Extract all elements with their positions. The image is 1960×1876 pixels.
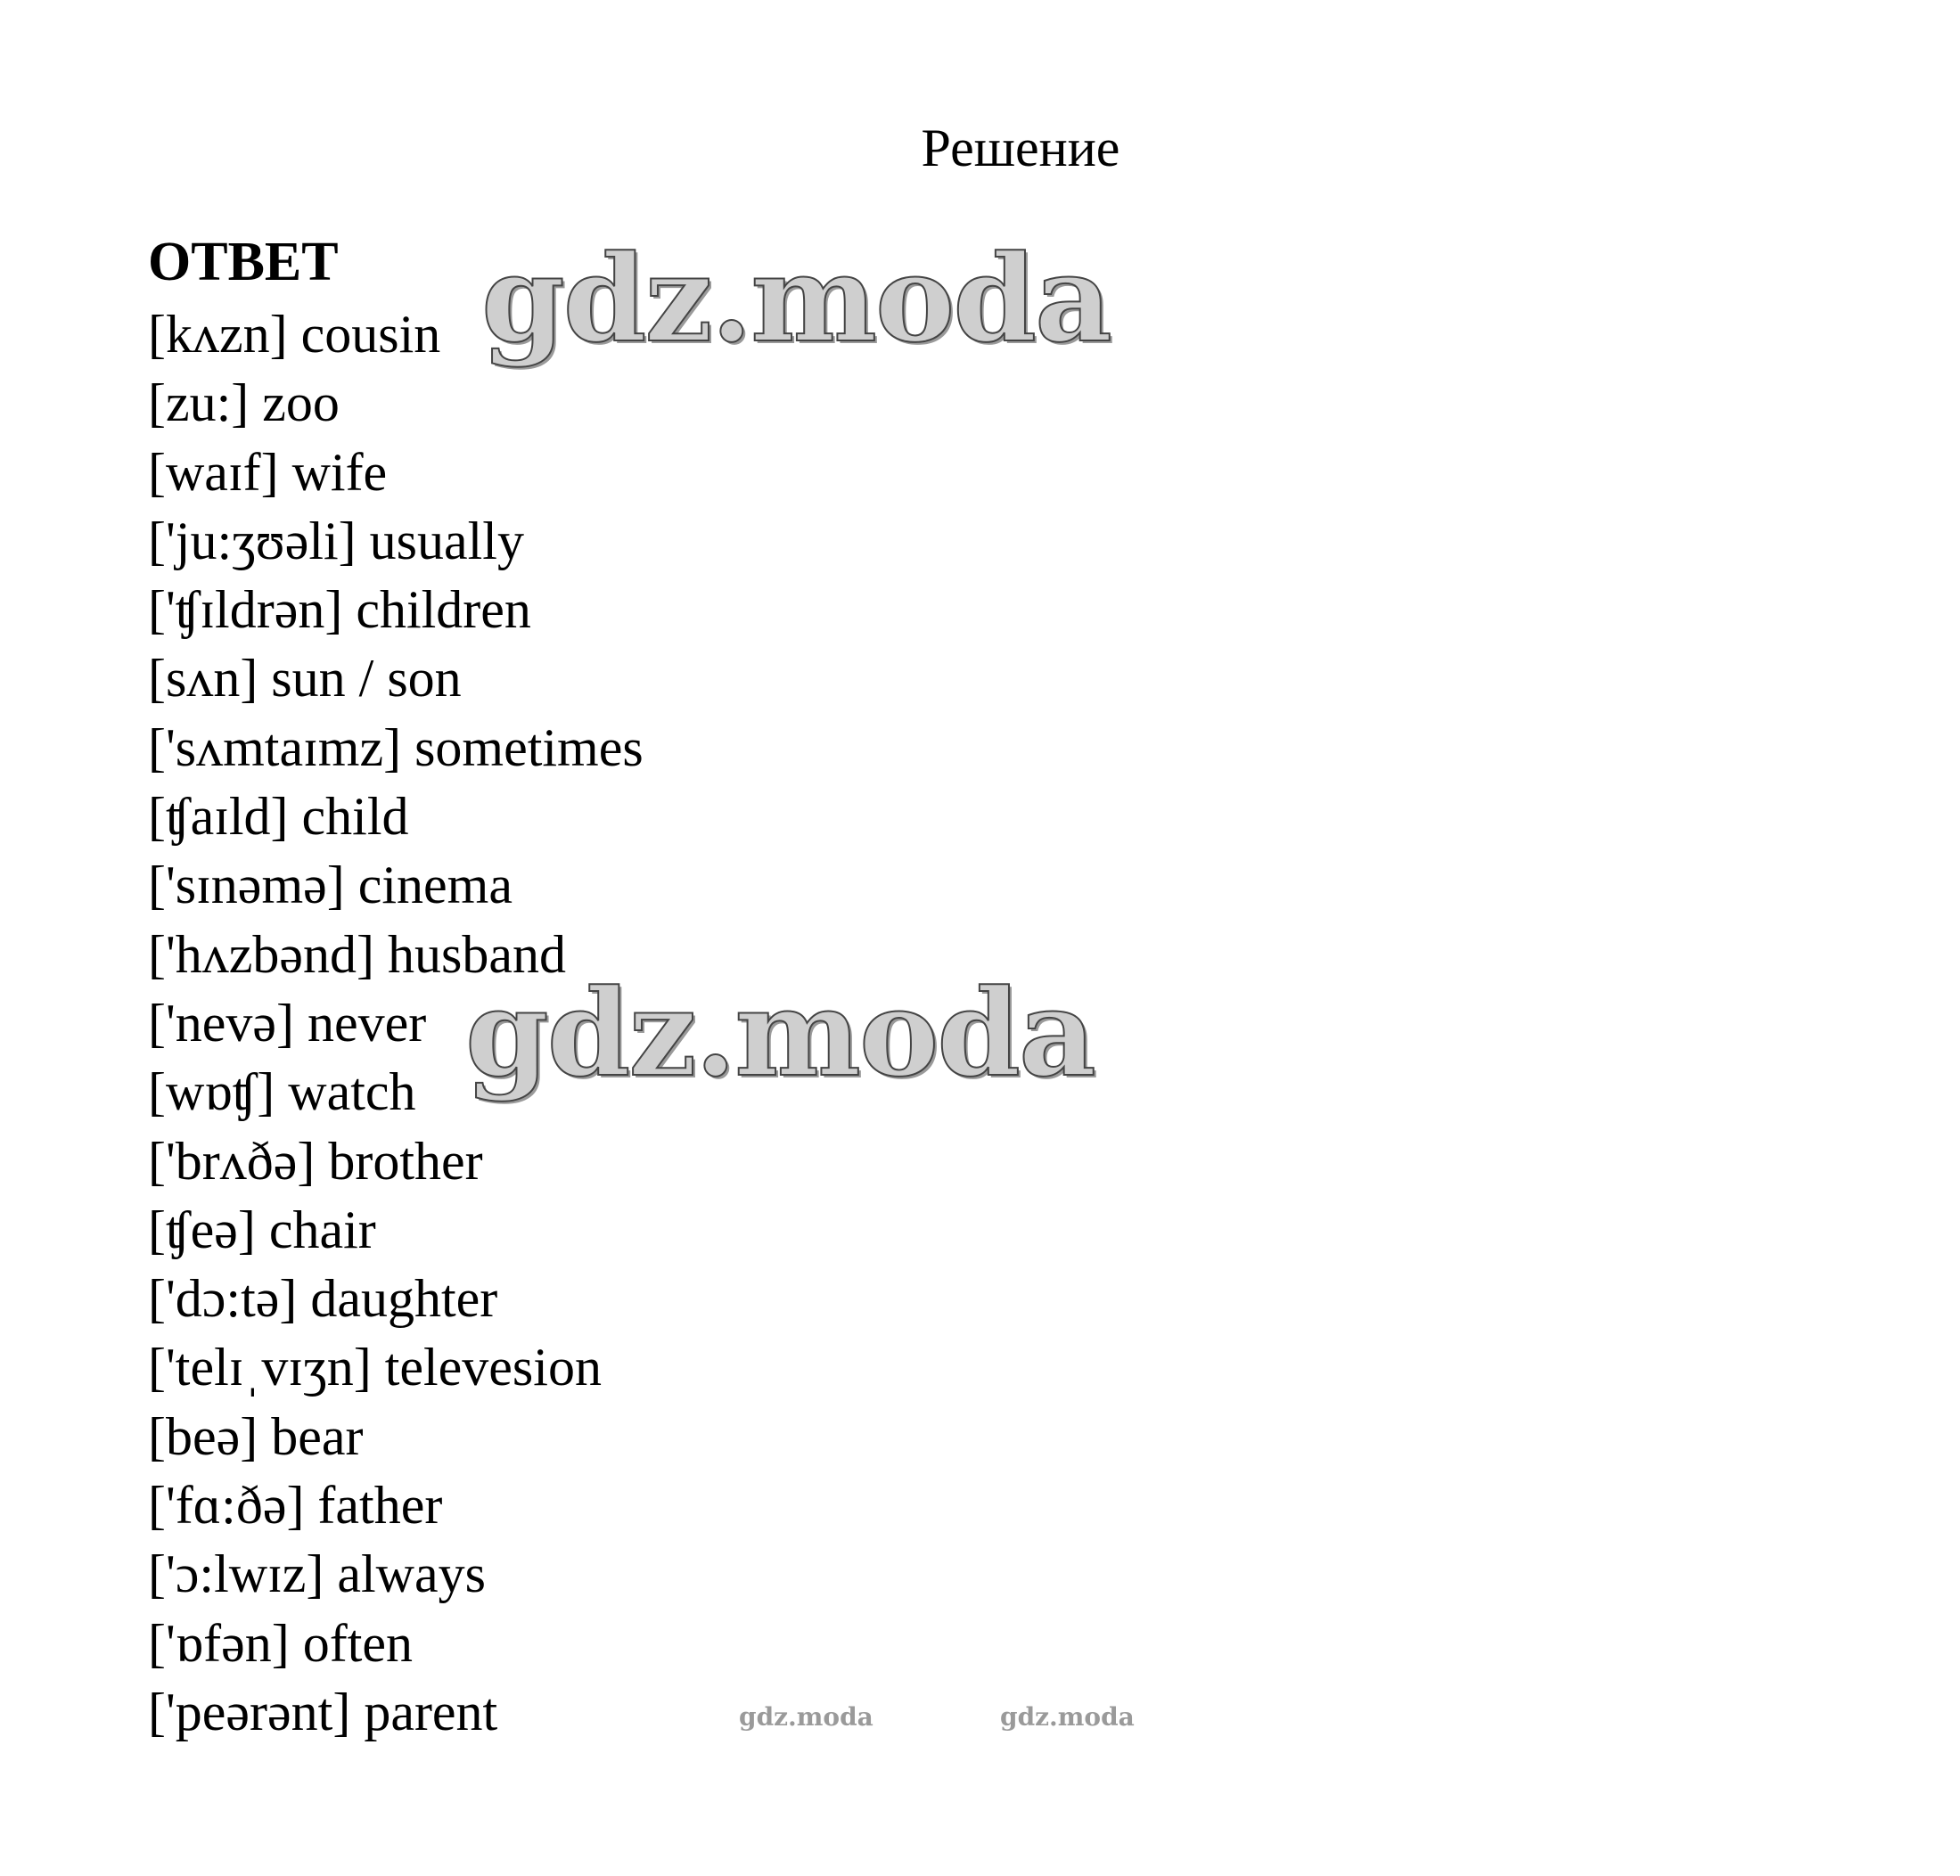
watermark: gdz.moda [481, 228, 1111, 369]
list-item: [waɪf] wife [148, 442, 388, 502]
list-item: ['ɔ:lwɪz] always [148, 1544, 486, 1604]
list-item: [wɒʧ] watch [148, 1062, 416, 1122]
list-item: ['fɑ:ðə] father [148, 1476, 443, 1536]
list-item: ['ʧɪldrən] children [148, 580, 531, 640]
list-item: [beə] bear [148, 1406, 364, 1466]
list-item: [kʌzn] cousin [148, 305, 441, 364]
list-item: ['ju:ʒʊəli] usually [148, 511, 524, 570]
list-item: ['sʌmtaɪmz] sometimes [148, 717, 644, 777]
list-item: ['dɔ:tə] daughter [148, 1269, 498, 1329]
list-item: [ʧaɪld] child [148, 787, 409, 847]
watermark: gdz.moda [1000, 1702, 1135, 1732]
list-item: ['peərənt] parent [148, 1682, 498, 1741]
list-item: ['hʌzbənd] husband [148, 924, 567, 984]
list-item: ['telɪˌvɪʒn] televesion [148, 1338, 602, 1397]
list-item: ['ɒfən] often [148, 1613, 414, 1673]
page-title: Решение [921, 119, 1120, 177]
list-item: [ʧeə] chair [148, 1200, 376, 1259]
list-item: ['brʌðə] brother [148, 1131, 483, 1191]
list-item: ['sɪnəmə] cinema [148, 856, 513, 915]
list-item: [zu:] zoo [148, 373, 340, 433]
list-item: [sʌn] sun / son [148, 649, 462, 709]
list-item: ['nevə] never [148, 993, 427, 1053]
answer-heading: ОТВЕТ [148, 232, 339, 292]
watermark: gdz.moda [465, 963, 1095, 1103]
watermark: gdz.moda [739, 1702, 873, 1732]
